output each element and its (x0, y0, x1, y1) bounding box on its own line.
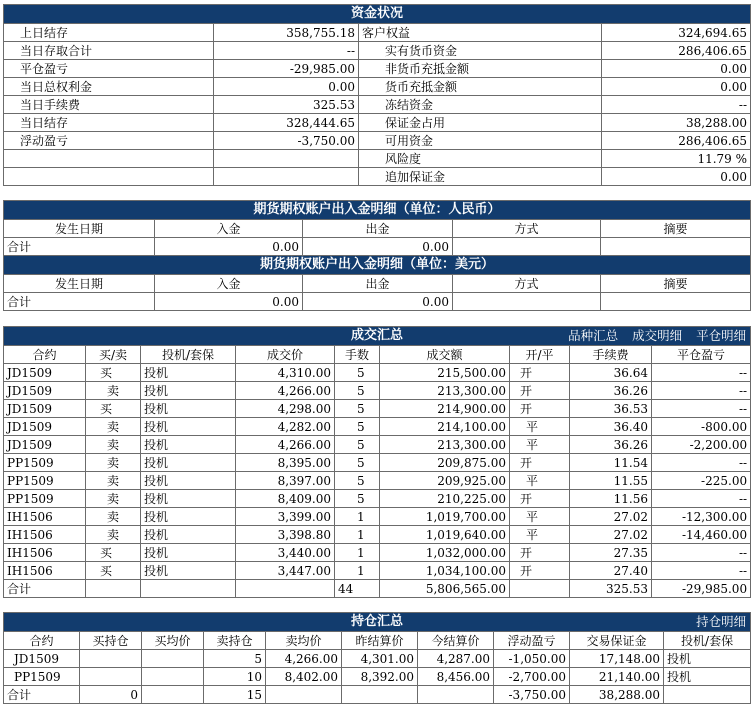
trade-cell: 投机 (141, 490, 236, 508)
trades-total-row (4, 580, 751, 598)
position-cell: -2,700.00 (494, 668, 570, 686)
position-cell (142, 668, 204, 686)
trade-cell: 209,875.00 (380, 454, 510, 472)
trade-cell: 卖 (86, 526, 141, 544)
trade-cell: 1 (335, 544, 380, 562)
trade-cell: 4,266.00 (236, 436, 335, 454)
trade-cell: 卖 (86, 382, 141, 400)
trade-cell: 1,019,640.00 (380, 526, 510, 544)
trade-cell: -225.00 (652, 472, 751, 490)
total-label: 合计 (4, 686, 80, 704)
rmb-table (3, 200, 751, 256)
positions-col-header: 买持仓 (80, 632, 142, 650)
trade-cell: 投机 (141, 436, 236, 454)
trades-col-header: 成交额 (380, 346, 510, 364)
trade-cell: 1,032,000.00 (380, 544, 510, 562)
trade-cell: -- (652, 382, 751, 400)
trade-cell: 11.55 (570, 472, 652, 490)
trade-cell: 买 (86, 364, 141, 382)
position-cell: -1,050.00 (494, 650, 570, 668)
trade-cell: IH1506 (4, 544, 86, 562)
position-cell: 4,266.00 (266, 650, 342, 668)
link-variety-summary[interactable]: 品种汇总 (568, 328, 619, 343)
trade-cell: 4,266.00 (236, 382, 335, 400)
position-cell: 投机 (664, 668, 751, 686)
trade-cell: 3,440.00 (236, 544, 335, 562)
trade-cell: 5 (335, 364, 380, 382)
total-out: 0.00 (303, 238, 453, 256)
funds-right-value: 286,406.65 (602, 42, 751, 60)
col-in: 入金 (155, 275, 303, 293)
trade-cell: 投机 (141, 400, 236, 418)
funds-row (4, 168, 751, 186)
trade-cell: PP1509 (4, 472, 86, 490)
trade-cell: 1,034,100.00 (380, 562, 510, 580)
position-cell: 4,301.00 (342, 650, 418, 668)
positions-col-header: 合约 (4, 632, 80, 650)
trade-cell: 209,925.00 (380, 472, 510, 490)
trade-cell: -12,300.00 (652, 508, 751, 526)
trade-cell: 投机 (141, 364, 236, 382)
trade-cell: 卖 (86, 454, 141, 472)
trade-cell: 1 (335, 526, 380, 544)
col-date: 发生日期 (4, 220, 155, 238)
positions-table (3, 612, 751, 704)
table-row (4, 562, 751, 580)
empty-cell (266, 686, 342, 704)
position-cell: 17,148.00 (570, 650, 664, 668)
total-pnl: -29,985.00 (652, 580, 751, 598)
funds-section (3, 4, 750, 186)
trade-cell: JD1509 (4, 382, 86, 400)
trade-cell: 投机 (141, 472, 236, 490)
trade-cell: JD1509 (4, 418, 86, 436)
total-buy: 0 (80, 686, 142, 704)
trade-cell: 投机 (141, 562, 236, 580)
table-row (4, 472, 751, 490)
trade-cell: 5 (335, 490, 380, 508)
trades-col-header: 合约 (4, 346, 86, 364)
empty-cell (510, 580, 570, 598)
position-cell: 8,392.00 (342, 668, 418, 686)
trade-cell: 投机 (141, 508, 236, 526)
trade-cell: 11.54 (570, 454, 652, 472)
trade-cell: 买 (86, 544, 141, 562)
rmb-section (3, 200, 750, 256)
funds-row (4, 150, 751, 168)
funds-row (4, 60, 751, 78)
position-cell: 投机 (664, 650, 751, 668)
total-lots: 44 (335, 580, 380, 598)
empty-cell (142, 686, 204, 704)
funds-left-value: 328,444.65 (214, 114, 359, 132)
funds-title: 资金状况 (4, 5, 751, 24)
trade-cell: 开 (510, 562, 570, 580)
funds-right-label: 可用资金 (359, 132, 602, 150)
trade-cell: 开 (510, 400, 570, 418)
position-cell (142, 650, 204, 668)
trade-cell: 27.40 (570, 562, 652, 580)
funds-left-value: -29,985.00 (214, 60, 359, 78)
trade-cell: 投机 (141, 454, 236, 472)
funds-right-value: 0.00 (602, 168, 751, 186)
trade-cell: 11.56 (570, 490, 652, 508)
trades-col-header: 成交价 (236, 346, 335, 364)
col-in: 入金 (155, 220, 303, 238)
trade-cell: 卖 (86, 490, 141, 508)
funds-right-label: 追加保证金 (359, 168, 602, 186)
funds-left-label (4, 168, 214, 186)
funds-right-value: 11.79 % (602, 150, 751, 168)
funds-row (4, 24, 751, 42)
trade-cell: 27.02 (570, 508, 652, 526)
table-row (4, 454, 751, 472)
total-fee: 325.53 (570, 580, 652, 598)
total-summary (601, 293, 751, 311)
trade-cell: 1 (335, 562, 380, 580)
trade-cell: 卖 (86, 508, 141, 526)
link-position-details[interactable]: 持仓明细 (696, 614, 747, 629)
trade-cell: 买 (86, 562, 141, 580)
trade-cell: 投机 (141, 418, 236, 436)
funds-row (4, 114, 751, 132)
table-row (4, 650, 751, 668)
table-row (4, 490, 751, 508)
col-out: 出金 (303, 275, 453, 293)
trade-cell: 5 (335, 400, 380, 418)
positions-col-header: 昨结算价 (342, 632, 418, 650)
empty-cell (342, 686, 418, 704)
usd-total-row (4, 293, 751, 311)
total-label: 合计 (4, 293, 155, 311)
usd-title: 期货期权账户出入金明细（单位：美元） (4, 256, 751, 275)
trade-cell: 平 (510, 508, 570, 526)
trade-cell: PP1509 (4, 490, 86, 508)
trade-cell: -- (652, 490, 751, 508)
trade-cell: JD1509 (4, 400, 86, 418)
trade-cell: 平 (510, 526, 570, 544)
trade-cell: 5 (335, 382, 380, 400)
trade-cell: 36.26 (570, 436, 652, 454)
trade-cell: 1 (335, 508, 380, 526)
trade-cell: 平 (510, 436, 570, 454)
trade-cell: 开 (510, 364, 570, 382)
trade-cell: 开 (510, 454, 570, 472)
funds-right-value: 286,406.65 (602, 132, 751, 150)
trades-col-header: 手续费 (570, 346, 652, 364)
funds-right-label: 非货币充抵金额 (359, 60, 602, 78)
link-trade-details[interactable]: 成交明细 (632, 328, 683, 343)
empty-cell (86, 580, 141, 598)
trade-cell: 3,399.00 (236, 508, 335, 526)
position-cell: 5 (204, 650, 266, 668)
trade-cell: -- (652, 454, 751, 472)
empty-cell (236, 580, 335, 598)
funds-right-label: 保证金占用 (359, 114, 602, 132)
funds-row (4, 96, 751, 114)
trade-cell: 213,300.00 (380, 382, 510, 400)
positions-header-bar (4, 613, 751, 632)
trades-col-header: 平仓盈亏 (652, 346, 751, 364)
total-summary (601, 238, 751, 256)
trade-cell: 4,282.00 (236, 418, 335, 436)
funds-left-value: 325.53 (214, 96, 359, 114)
trades-col-header: 手数 (335, 346, 380, 364)
trade-cell: 36.53 (570, 400, 652, 418)
col-summary: 摘要 (601, 220, 751, 238)
funds-left-label: 浮动盈亏 (4, 132, 214, 150)
trade-cell: 平 (510, 472, 570, 490)
funds-left-value: 0.00 (214, 78, 359, 96)
total-label: 合计 (4, 238, 155, 256)
link-close-details[interactable]: 平仓明细 (696, 328, 747, 343)
funds-right-value: 324,694.65 (602, 24, 751, 42)
funds-right-label: 冻结资金 (359, 96, 602, 114)
funds-left-value: 358,755.18 (214, 24, 359, 42)
rmb-header-row (4, 220, 751, 238)
funds-left-value (214, 168, 359, 186)
trade-cell: 开 (510, 382, 570, 400)
col-method: 方式 (453, 220, 601, 238)
total-margin: 38,288.00 (570, 686, 664, 704)
trades-col-header: 买/卖 (86, 346, 141, 364)
total-in: 0.00 (155, 293, 303, 311)
trade-cell: 3,447.00 (236, 562, 335, 580)
trade-cell: 214,900.00 (380, 400, 510, 418)
trade-cell: 8,409.00 (236, 490, 335, 508)
positions-col-header: 卖持仓 (204, 632, 266, 650)
position-cell: 21,140.00 (570, 668, 664, 686)
funds-row (4, 132, 751, 150)
trades-col-header: 开/平 (510, 346, 570, 364)
trades-col-header: 投机/套保 (141, 346, 236, 364)
trade-cell: 开 (510, 490, 570, 508)
usd-section (3, 255, 750, 311)
funds-left-value: -- (214, 42, 359, 60)
total-method (453, 238, 601, 256)
trade-cell: 4,310.00 (236, 364, 335, 382)
positions-col-header: 买均价 (142, 632, 204, 650)
trade-cell: 5 (335, 436, 380, 454)
trade-cell: IH1506 (4, 526, 86, 544)
trade-cell: 215,500.00 (380, 364, 510, 382)
trades-header-bar (4, 327, 751, 346)
funds-row (4, 42, 751, 60)
trade-cell: 卖 (86, 436, 141, 454)
trade-cell: 买 (86, 400, 141, 418)
trade-cell: 213,300.00 (380, 436, 510, 454)
empty-cell (418, 686, 494, 704)
positions-section (3, 612, 750, 704)
positions-header-row (4, 632, 751, 650)
total-method (453, 293, 601, 311)
trade-cell: 36.40 (570, 418, 652, 436)
positions-total-row (4, 686, 751, 704)
empty-cell (141, 580, 236, 598)
table-row (4, 668, 751, 686)
trade-cell: JD1509 (4, 436, 86, 454)
positions-col-header: 卖均价 (266, 632, 342, 650)
funds-left-label: 当日手续费 (4, 96, 214, 114)
usd-table (3, 255, 751, 311)
trade-cell: 开 (510, 544, 570, 562)
total-pnl: -3,750.00 (494, 686, 570, 704)
trade-cell: -14,460.00 (652, 526, 751, 544)
trade-cell: IH1506 (4, 562, 86, 580)
table-row (4, 436, 751, 454)
positions-col-header: 交易保证金 (570, 632, 664, 650)
position-cell: 4,287.00 (418, 650, 494, 668)
col-summary: 摘要 (601, 275, 751, 293)
position-cell: 8,456.00 (418, 668, 494, 686)
position-cell (80, 650, 142, 668)
table-row (4, 508, 751, 526)
table-row (4, 544, 751, 562)
funds-right-label: 实有货币资金 (359, 42, 602, 60)
usd-header-row (4, 275, 751, 293)
table-row (4, 526, 751, 544)
trade-cell: 5 (335, 454, 380, 472)
table-row (4, 364, 751, 382)
trade-cell: 3,398.80 (236, 526, 335, 544)
trade-cell: JD1509 (4, 364, 86, 382)
trade-cell: 36.26 (570, 382, 652, 400)
funds-left-label (4, 150, 214, 168)
trade-cell: 8,395.00 (236, 454, 335, 472)
trade-cell: 36.64 (570, 364, 652, 382)
funds-left-value (214, 150, 359, 168)
trades-table (3, 326, 751, 598)
col-date: 发生日期 (4, 275, 155, 293)
funds-right-value: 0.00 (602, 78, 751, 96)
position-cell: 8,402.00 (266, 668, 342, 686)
trade-cell: 214,100.00 (380, 418, 510, 436)
positions-col-header: 投机/套保 (664, 632, 751, 650)
trade-cell: 卖 (86, 472, 141, 490)
trade-cell: -- (652, 400, 751, 418)
position-cell: PP1509 (4, 668, 80, 686)
trades-title: 成交汇总 (351, 328, 404, 343)
position-cell (80, 668, 142, 686)
total-in: 0.00 (155, 238, 303, 256)
funds-left-label: 当日总权利金 (4, 78, 214, 96)
position-cell: JD1509 (4, 650, 80, 668)
trade-cell: 210,225.00 (380, 490, 510, 508)
trade-cell: 5 (335, 418, 380, 436)
positions-col-header: 今结算价 (418, 632, 494, 650)
rmb-title: 期货期权账户出入金明细（单位：人民币） (4, 201, 751, 220)
funds-right-value: 0.00 (602, 60, 751, 78)
total-label: 合计 (4, 580, 86, 598)
funds-table (3, 4, 751, 186)
trade-cell: 卖 (86, 418, 141, 436)
total-amount: 5,806,565.00 (380, 580, 510, 598)
trade-cell: -2,200.00 (652, 436, 751, 454)
trade-cell: 平 (510, 418, 570, 436)
positions-title: 持仓汇总 (351, 614, 404, 629)
table-row (4, 400, 751, 418)
funds-right-label: 客户权益 (359, 24, 602, 42)
trade-cell: 8,397.00 (236, 472, 335, 490)
trade-cell: -- (652, 562, 751, 580)
funds-right-value: 38,288.00 (602, 114, 751, 132)
trade-cell: PP1509 (4, 454, 86, 472)
trade-cell: 投机 (141, 526, 236, 544)
trade-cell: 投机 (141, 544, 236, 562)
funds-left-label: 当日结存 (4, 114, 214, 132)
empty-cell (664, 686, 751, 704)
position-cell: 10 (204, 668, 266, 686)
funds-left-label: 当日存取合计 (4, 42, 214, 60)
trade-cell: 1,019,700.00 (380, 508, 510, 526)
trade-cell: 27.02 (570, 526, 652, 544)
trade-cell: -- (652, 544, 751, 562)
trade-cell: 27.35 (570, 544, 652, 562)
trades-header-row (4, 346, 751, 364)
trades-section (3, 326, 750, 598)
table-row (4, 418, 751, 436)
trade-cell: -- (652, 364, 751, 382)
funds-right-value: -- (602, 96, 751, 114)
funds-left-value: -3,750.00 (214, 132, 359, 150)
funds-row (4, 78, 751, 96)
funds-left-label: 上日结存 (4, 24, 214, 42)
col-out: 出金 (303, 220, 453, 238)
rmb-total-row (4, 238, 751, 256)
total-out: 0.00 (303, 293, 453, 311)
table-row (4, 382, 751, 400)
trade-cell: IH1506 (4, 508, 86, 526)
funds-left-label: 平仓盈亏 (4, 60, 214, 78)
trade-cell: 5 (335, 472, 380, 490)
funds-right-label: 货币充抵金额 (359, 78, 602, 96)
funds-right-label: 风险度 (359, 150, 602, 168)
trade-cell: -800.00 (652, 418, 751, 436)
trade-cell: 4,298.00 (236, 400, 335, 418)
total-sell: 15 (204, 686, 266, 704)
positions-col-header: 浮动盈亏 (494, 632, 570, 650)
trade-cell: 投机 (141, 382, 236, 400)
col-method: 方式 (453, 275, 601, 293)
